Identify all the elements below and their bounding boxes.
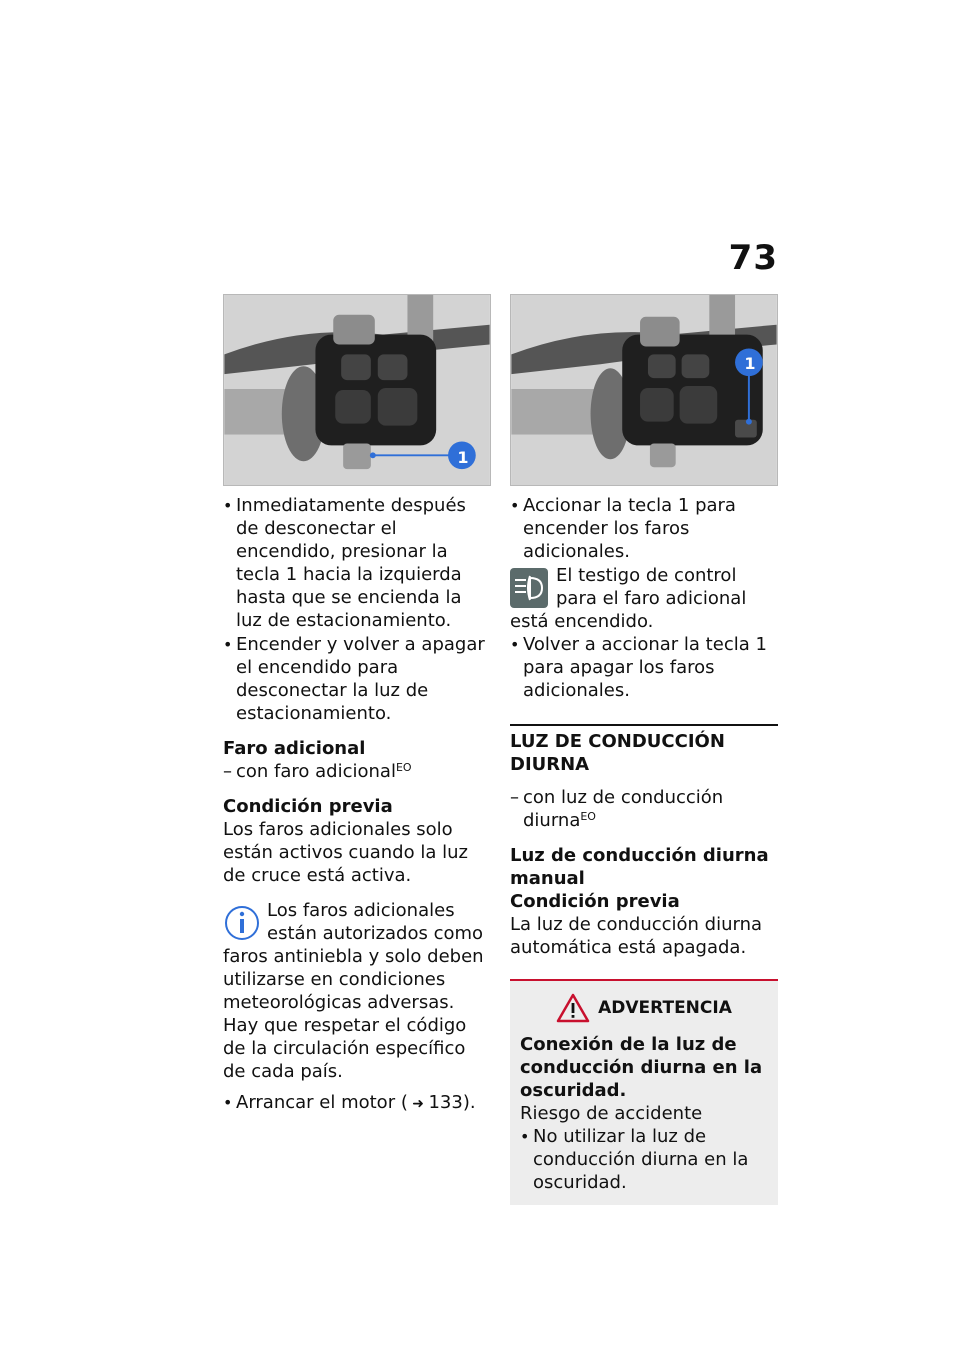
condition-text: La luz de conducción diurna automática está apagada. <box>510 914 763 958</box>
condition-text: Los faros adicionales solo están activos cuando la luz de cruce está activa. <box>223 819 468 886</box>
instruction-list-2 <box>510 633 778 702</box>
section-heading: Faro adicional <box>223 738 366 759</box>
warning-header <box>520 993 768 1023</box>
list-item: • Volver a accionar la tecla 1 para apagar los faros adicionales. <box>510 633 778 702</box>
option-sup: EO <box>580 810 596 823</box>
warning-triangle-icon <box>556 993 590 1023</box>
list-item: • Encender y volver a apagar el encendido para desconectar la luz de estacionamiento. <box>223 633 491 725</box>
indicator-note <box>510 564 778 633</box>
right-column <box>510 294 778 1205</box>
option-text: con faro adicional <box>236 761 396 782</box>
list-item: • Inmediatamente después de desconectar el encendido, presionar la tecla 1 hacia la izquierda hasta que se encienda la luz de estacionamiento. <box>223 494 491 632</box>
option-sup: EO <box>395 761 412 774</box>
handlebar-photo-right <box>510 294 778 486</box>
warning-list <box>520 1125 768 1194</box>
sub-heading: Luz de conducción diurna manual <box>510 845 769 889</box>
warning-title: Conexión de la luz de conducción diurna en la oscuridad. <box>520 1034 763 1101</box>
callout-number: 1 <box>744 354 756 373</box>
info-note <box>223 899 491 1083</box>
list-item: • No utilizar la luz de conducción diurna en la oscuridad. <box>520 1125 768 1194</box>
info-text: Los faros adicionales están autorizados como faros antiniebla y solo deben utilizarse en condiciones meteorológicas adversas. Hay que respetar el código de la circulación específico de cada país. <box>223 900 484 1082</box>
indicator-text: El testigo de control para el faro adicional está encendido. <box>510 565 747 632</box>
list-item: • Accionar la tecla 1 para encender los faros adicionales. <box>510 494 778 563</box>
instruction-list <box>223 494 491 725</box>
left-column <box>223 294 491 1117</box>
option-text: con luz de conducción diurna <box>523 787 724 831</box>
arrow-icon: ➜ <box>407 1096 429 1112</box>
page-number: 73 <box>728 238 778 278</box>
bullet-text: Arrancar el motor ( <box>236 1092 408 1113</box>
warning-risk: Riesgo de accidente <box>520 1103 703 1124</box>
info-icon <box>223 901 261 945</box>
warning-label: ADVERTENCIA <box>598 998 732 1018</box>
instruction-list <box>510 494 778 563</box>
handlebar-switch-illustration <box>511 295 777 485</box>
start-engine-list <box>223 1091 491 1116</box>
option-line <box>510 786 778 832</box>
condition-heading: Condición previa <box>510 891 680 912</box>
page-reference[interactable]: 133). <box>428 1092 476 1113</box>
callout-number: 1 <box>457 448 469 467</box>
option-line <box>223 760 491 783</box>
section-title: LUZ DE CONDUCCIÓN DIURNA <box>510 724 778 776</box>
warning-box <box>510 979 778 1205</box>
condition-heading: Condición previa <box>223 796 393 817</box>
list-item <box>223 1091 491 1116</box>
fog-light-indicator-icon <box>510 568 548 608</box>
